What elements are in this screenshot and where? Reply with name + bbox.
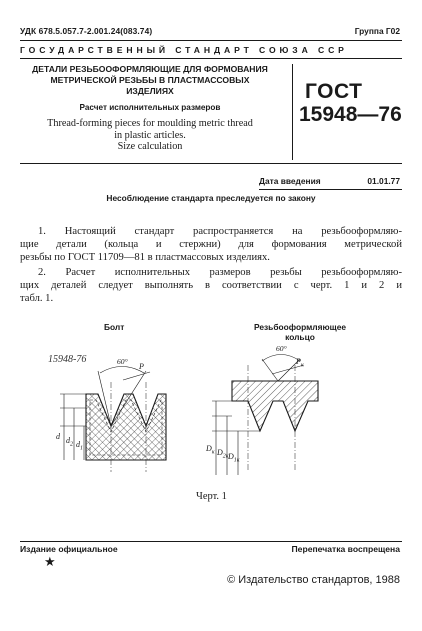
dim-d-label (56, 432, 60, 441)
dim-D-letter: D (206, 444, 212, 453)
gost-number: 15948—76 (299, 103, 402, 126)
udk-code: УДК 678.5.057.7-2.001.24(083.74) (20, 26, 153, 36)
dim-d2-label (66, 436, 73, 448)
dim-D1-label (228, 452, 240, 464)
intro-warning: Несоблюдение стандарта преследуется по закону (106, 193, 316, 203)
dim-d1-label (76, 440, 83, 452)
official-edition: Издание официальное (20, 544, 118, 554)
paragraph-line: 1. Настоящий стандарт распространяется на резьбооформляю- (38, 226, 402, 237)
title-en-line: Thread-forming pieces for moulding metric thread (47, 118, 253, 129)
figure-caption: Черт. 1 (196, 491, 227, 502)
paragraph-line: щих деталей следует выполнять в соответствии с черт. 1 и 2 и (20, 280, 402, 291)
handwritten-note: 15948-76 (48, 354, 87, 365)
dim-D1-letter: D (228, 452, 234, 461)
figure-left-title: Болт (104, 322, 125, 332)
pitch-right-letter: P (296, 357, 301, 366)
paragraph-line: щие детали (кольца и стержни) для формования метрической (20, 239, 402, 250)
dim-D1-sub: 1к (233, 457, 240, 464)
angle-label-left: 60° (117, 357, 128, 366)
title-en-line: in plastic articles. (114, 129, 186, 141)
paragraph-line: 2. Расчет исполнительных размеров резьбы резьбооформляю- (38, 267, 402, 278)
figure-right-title-line: Резьбооформляющее (253, 322, 347, 332)
dim-d-letter: d (56, 432, 60, 441)
dim-D2-sub: 2к (222, 453, 229, 460)
title-subtitle-ru: Расчет исполнительных размеров (79, 103, 221, 112)
footer-rule (20, 541, 402, 542)
pitch-label-left: P (139, 362, 144, 371)
intro-date-label: Дата введения (259, 176, 321, 186)
copyright: © Издательство стандартов, 1988 (227, 574, 400, 586)
title-ru-line: ИЗДЕЛИЯХ (126, 86, 174, 96)
dim-D-sub: к (211, 449, 215, 456)
dim-d2-letter: d (66, 436, 70, 445)
paragraph-line: табл. 1. (20, 293, 54, 304)
dim-D-label (206, 444, 215, 456)
figure-right-title-line: кольцо (285, 332, 315, 342)
dim-d1-letter: d (76, 440, 80, 449)
dim-d2-sub: 2 (70, 441, 73, 448)
intro-date-value: 01.01.77 (367, 176, 400, 186)
title-ru-line: МЕТРИЧЕСКОЙ РЕЗЬБЫ В ПЛАСТМАССОВЫХ (50, 75, 250, 85)
title-ru-line: ДЕТАЛИ РЕЗЬБООФОРМЛЯЮЩИЕ ДЛЯ ФОРМОВАНИЯ (32, 64, 268, 74)
angle-label-right: 60° (276, 344, 287, 353)
bolt-section (60, 367, 166, 473)
pitch-label-right (296, 357, 304, 369)
edition-star: ★ (44, 554, 56, 569)
dim-d1-sub: 1 (80, 445, 83, 452)
pitch-right-sub: к (300, 362, 304, 369)
gost-label: ГОСТ (305, 80, 363, 103)
reprint-notice: Перепечатка воспрещена (291, 544, 400, 554)
dim-D2-label (217, 448, 229, 460)
dim-D2-letter: D (217, 448, 223, 457)
group-code: Группа Г02 (354, 26, 400, 36)
state-standard-title: ГОСУДАРСТВЕННЫЙ СТАНДАРТ СОЮЗА ССР (20, 45, 348, 55)
title-en-line: Size calculation (117, 141, 183, 152)
paragraph-line: резьбы по ГОСТ 11709—81 в пластмассовых изделиях. (20, 252, 270, 263)
